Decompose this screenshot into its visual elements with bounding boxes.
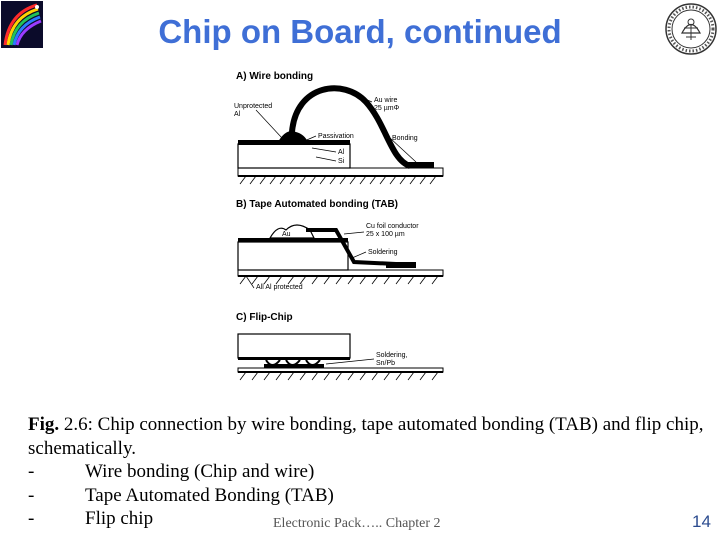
panel-a-heading: A) Wire bonding (236, 71, 314, 82)
label-unprotected-al: Al (234, 111, 241, 118)
label-bonding: Bonding (392, 135, 418, 142)
bullet-dash: - (28, 461, 35, 482)
panel-tab (236, 199, 443, 291)
label-cu-foil: Cu foil conductor (366, 223, 419, 230)
caption-bullet (28, 460, 708, 484)
caption-fig-label: Fig. (28, 414, 60, 435)
label-cu-foil-size: 25 x 100 µm (366, 231, 405, 238)
label-au: Au (282, 231, 291, 238)
label-au-wire-size: 25 µmΦ (374, 105, 400, 112)
label-passivation: Passivation (318, 133, 354, 140)
seal-icon (664, 2, 718, 56)
panel-flip-chip (236, 312, 443, 380)
label-au-wire: Au wire (374, 97, 398, 104)
university-seal (664, 2, 718, 56)
footer-text: Electronic Pack….. Chapter 2 (273, 516, 441, 531)
bullet-text: Flip chip (85, 508, 154, 529)
bullet-dash: - (28, 508, 35, 529)
figure-caption (28, 413, 708, 531)
panel-b-heading: B) Tape Automated bonding (TAB) (236, 199, 399, 210)
caption-bullet (28, 484, 708, 508)
label-al: Al (338, 149, 345, 156)
bullet-text: Tape Automated Bonding (TAB) (85, 484, 334, 506)
label-soldering-b: Soldering (368, 249, 398, 256)
slide-title: Chip on Board, continued (158, 13, 562, 50)
label-unprotected: Unprotected (234, 103, 273, 110)
label-snpb: Sn/Pb (376, 360, 396, 367)
label-si: Si (338, 158, 345, 165)
page-number: 14 (692, 512, 711, 531)
caption-fig-text: 2.6: Chip connection by wire bonding, tape automated bonding (TAB) and flip chip, schematically. (28, 414, 704, 459)
bullet-dash: - (28, 484, 35, 506)
panel-wire-bonding (234, 71, 443, 184)
label-all-al-protected: All Al protected (256, 284, 303, 291)
chip-connection-figure (226, 62, 458, 387)
caption-paragraph (28, 413, 708, 460)
bullet-text: Wire bonding (Chip and wire) (85, 461, 315, 482)
panel-c-heading: C) Flip-Chip (236, 312, 293, 323)
label-soldering-c: Soldering, (376, 352, 408, 359)
